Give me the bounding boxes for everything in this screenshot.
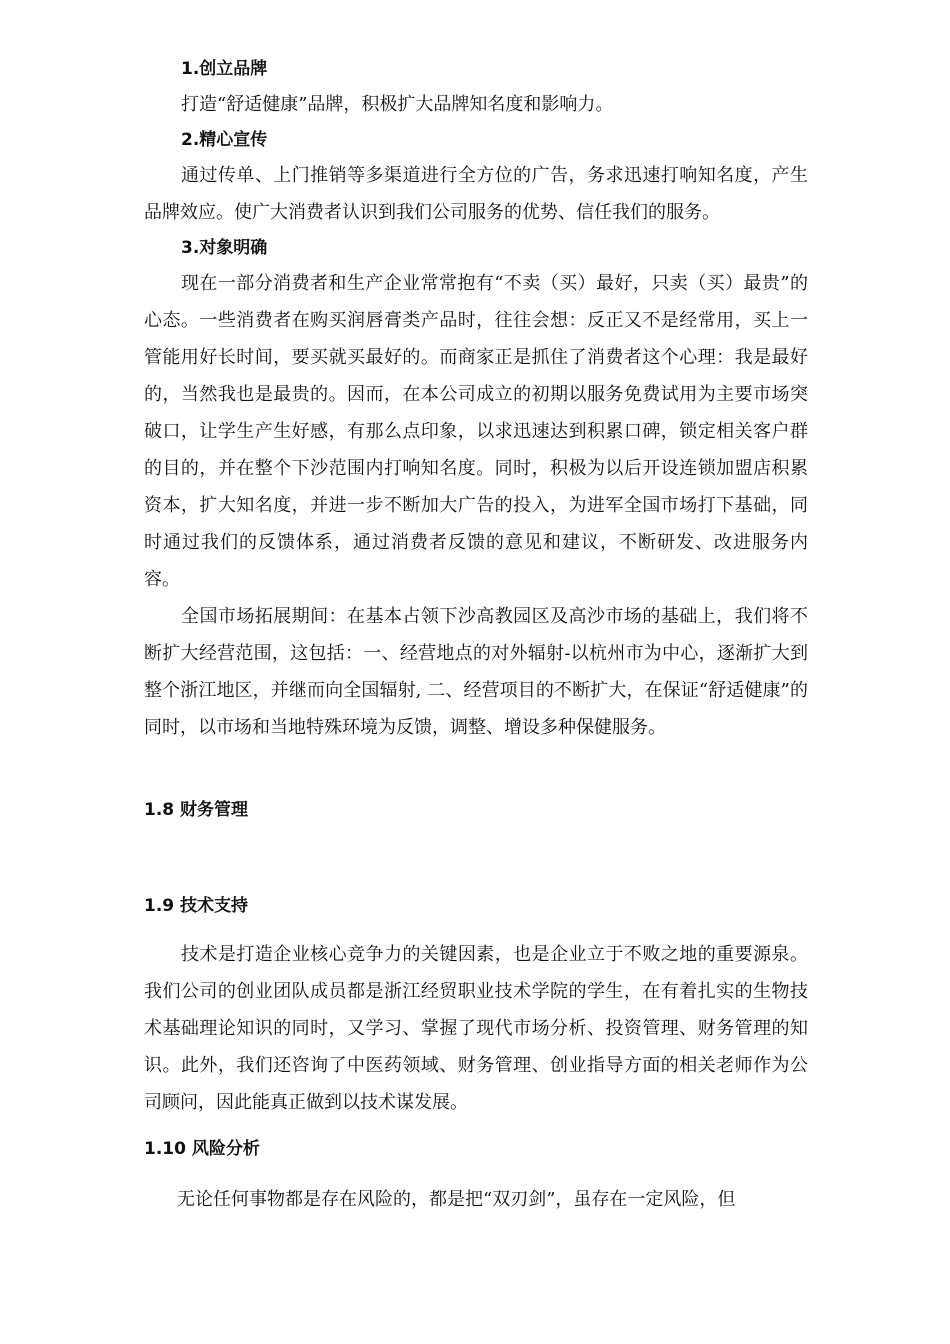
- section-heading-tech-support: 1.9 技术支持: [144, 896, 249, 916]
- item-text-promotion: 通过传单、上门推销等多渠道进行全方位的广告，务求迅速打响知名度，产生品牌效应。使广大消费者认识到我们公司服务的优势、信任我们的服务。: [144, 165, 808, 223]
- item-title-promotion: 2.精心宣传: [181, 130, 268, 150]
- item-text-brand: 打造“舒适健康”品牌，积极扩大品牌知名度和影响力。: [181, 94, 614, 115]
- item-text-target: 现在一部分消费者和生产企业常常抱有“不卖（买）最好，只卖（买）最贵”的心态。一些消费者在购买润唇膏类产品时，往往会想：反正又不是经常用，买上一管能用好长时间，要买就买最好的。而商家正是抓住了消费者这个心理：我是最好的，当然我也是最贵的。因而，在本公司成立的初期以服务免费试用为主要市场突破口，让学生产生好感，有那么点印象，以求迅速达到积累口碑，锁定相关客户群的目的，并在整个下沙范围内打响知名度。同时，积极为以后开设连锁加盟店积累资本，扩大知名度，并进一步不断加大广告的投入，为进军全国市场打下基础，同时通过我们的反馈体系，通过消费者反馈的意见和建议，不断研发、改进服务内容。: [144, 273, 808, 590]
- item-title-target: 3.对象明确: [181, 238, 268, 258]
- section-heading-risk-analysis: 1.10 风险分析: [144, 1139, 260, 1159]
- document-body: [144, 52, 808, 746]
- expansion-paragraph: 全国市场拓展期间：在基本占领下沙高教园区及高沙市场的基础上，我们将不断扩大经营范围，这包括：一、经营地点的对外辐射-以杭州市为中心，逐渐扩大到整个浙江地区，并继而向全国辐射, 二、经营项目的不断扩大，在保证“舒适健康”的同时，以市场和当地特殊环境为反馈，调整、增设多种保健服务。: [144, 606, 808, 738]
- section-body-risk-analysis: [144, 1181, 808, 1218]
- section-heading-finance: 1.8 财务管理: [144, 800, 249, 820]
- item-title-brand: 1.创立品牌: [181, 59, 268, 79]
- tech-support-paragraph: 技术是打造企业核心竞争力的关键因素，也是企业立于不败之地的重要源泉。我们公司的创业团队成员都是浙江经贸职业技术学院的学生，在有着扎实的生物技术基础理论知识的同时，又学习、掌握了现代市场分析、投资管理、财务管理的知识。此外，我们还咨询了中医药领域、财务管理、创业指导方面的相关老师作为公司顾问，因此能真正做到以技术谋发展。: [144, 944, 808, 1113]
- section-body-tech-support: [144, 936, 808, 1121]
- risk-analysis-paragraph: 无论任何事物都是存在风险的，都是把“双刃剑”，虽存在一定风险，但: [177, 1189, 736, 1210]
